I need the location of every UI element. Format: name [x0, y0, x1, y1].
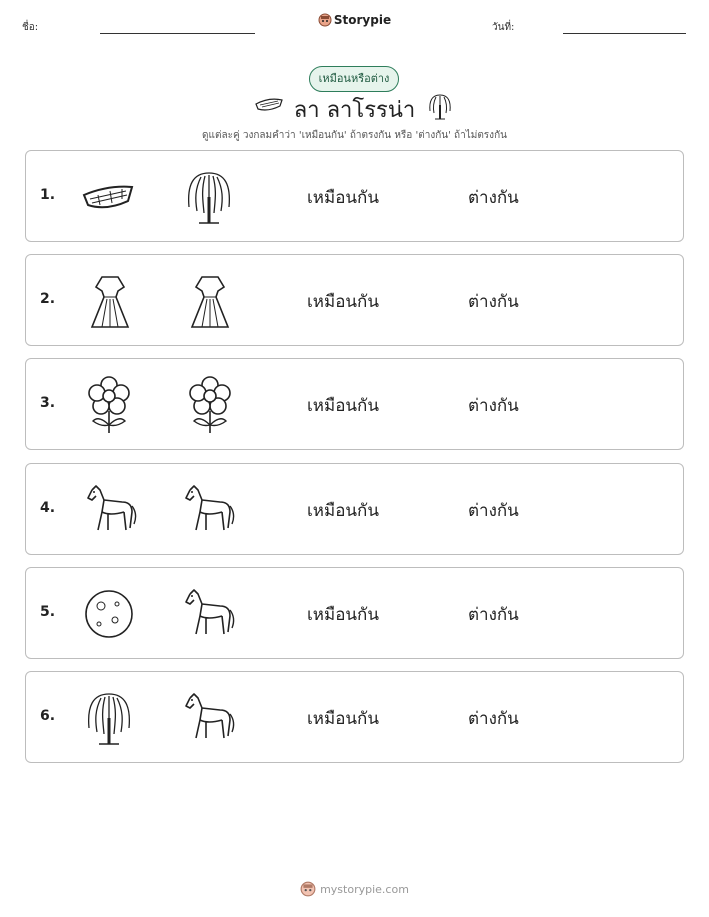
- date-label: วันที่:: [492, 22, 515, 33]
- item-number: 5.: [40, 604, 56, 620]
- worksheet-type-badge: เหมือนหรือต่าง: [309, 66, 399, 92]
- date-line[interactable]: [563, 33, 686, 34]
- item-card-5: [25, 567, 684, 659]
- item-number: 6.: [40, 708, 56, 724]
- dress-icon: [180, 271, 240, 331]
- page-title: ลา ลาโรรน่า: [293, 98, 416, 123]
- item-number: 3.: [40, 395, 56, 411]
- storypie-mascot-icon: [318, 13, 332, 27]
- option-different[interactable]: ต่างกัน: [468, 709, 519, 729]
- option-same[interactable]: เหมือนกัน: [307, 188, 379, 208]
- name-label: ชื่อ:: [22, 22, 39, 33]
- moon-icon: [79, 584, 139, 644]
- item-card-1: [25, 150, 684, 242]
- item-number: 4.: [40, 500, 56, 516]
- dress-icon: [80, 271, 140, 331]
- item-card-4: [25, 463, 684, 555]
- footer-url[interactable]: mystorypie.com: [320, 883, 409, 896]
- flower-icon: [180, 375, 240, 435]
- option-same[interactable]: เหมือนกัน: [307, 501, 379, 521]
- instruction-text: ดูแต่ละคู่ วงกลมคำว่า 'เหมือนกัน' ถ้าตรงกัน หรือ 'ต่างกัน' ถ้าไม่ตรงกัน: [202, 130, 507, 141]
- horse-icon: [178, 688, 238, 748]
- option-same[interactable]: เหมือนกัน: [307, 292, 379, 312]
- footer: [0, 881, 709, 897]
- willow-tree-icon: [179, 167, 239, 227]
- boat-icon: [78, 167, 138, 227]
- brand-name: Storypie: [333, 13, 392, 27]
- horse-icon: [80, 480, 140, 540]
- item-card-3: [25, 358, 684, 450]
- option-same[interactable]: เหมือนกัน: [307, 605, 379, 625]
- item-number: 1.: [40, 187, 56, 203]
- item-card-2: [25, 254, 684, 346]
- option-different[interactable]: ต่างกัน: [468, 605, 519, 625]
- storypie-mascot-icon: [300, 881, 316, 897]
- item-number: 2.: [40, 291, 56, 307]
- option-same[interactable]: เหมือนกัน: [307, 396, 379, 416]
- brand-logo: [0, 13, 709, 27]
- option-different[interactable]: ต่างกัน: [468, 501, 519, 521]
- option-different[interactable]: ต่างกัน: [468, 188, 519, 208]
- option-different[interactable]: ต่างกัน: [468, 292, 519, 312]
- horse-icon: [178, 480, 238, 540]
- willow-tree-icon: [426, 91, 454, 121]
- horse-icon: [178, 584, 238, 644]
- option-different[interactable]: ต่างกัน: [468, 396, 519, 416]
- willow-tree-icon: [79, 688, 139, 748]
- flower-icon: [79, 375, 139, 435]
- name-line[interactable]: [100, 33, 255, 34]
- option-same[interactable]: เหมือนกัน: [307, 709, 379, 729]
- item-card-6: [25, 671, 684, 763]
